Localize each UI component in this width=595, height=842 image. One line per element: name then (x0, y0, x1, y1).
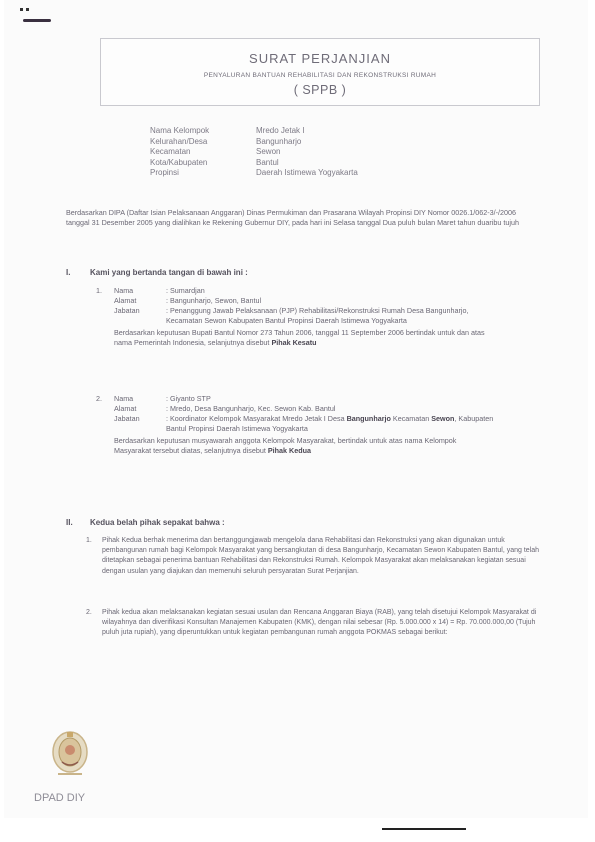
party-field-value (166, 414, 506, 434)
document-code: ( SPPB ) (293, 83, 347, 97)
info-value: Sewon (256, 147, 281, 156)
info-row (150, 147, 358, 158)
info-row (150, 158, 358, 169)
info-label: Kelurahan/Desa (150, 136, 208, 146)
section-2-heading (66, 518, 225, 527)
section-1-heading (66, 268, 248, 277)
info-row (150, 126, 358, 137)
section-title: Kami yang bertanda tangan di bawah ini : (90, 268, 248, 277)
jabatan-text: , Kabupaten Bantul Propinsi Daerah Istimewa Yogyakarta (166, 414, 494, 433)
jabatan-district: Sewon (431, 414, 455, 423)
party-field-label: Alamat (114, 296, 137, 305)
party-field-value: : Mredo, Desa Bangunharjo, Kec. Sewon Kab. Bantul (166, 404, 336, 413)
section-number: I. (66, 268, 71, 277)
intro-paragraph: Berdasarkan DIPA (Daftar Isian Pelaksanaan Anggaran) Dinas Permukiman dan Prasarana Wilayah Propinsi DIY Nomor 0026.1/062-3/-/2006 tanggal 31 Desember 2005 yang dialihkan ke Rekening Gubernur DIY, pada hari ini Selasa tanggal Dua puluh bulan Maret tahun duaribu tujuh (66, 208, 519, 228)
watermark-text: DPAD DIY (34, 792, 86, 804)
info-value: Bangunharjo (256, 136, 302, 146)
party-designation: Pihak Kesatu (271, 338, 317, 347)
info-label: Kota/Kabupaten (150, 157, 208, 167)
section-number: II. (66, 518, 73, 527)
party-field-value: : Penanggung Jawab Pelaksanaan (PJP) Rehabilitasi/Rekonstruksi Rumah Desa Bangunharjo, Kecamatan Sewon Kabupaten Bantul Propinsi Daerah Istimewa Yogyakarta (166, 306, 469, 325)
jabatan-village: Bangunharjo (346, 414, 391, 423)
party-number: 2. (96, 394, 102, 403)
scan-artifact-mark (20, 8, 54, 26)
party-field-value: : Bangunharjo, Sewon, Bantul (166, 296, 262, 305)
info-row (150, 137, 358, 148)
party-row (96, 414, 506, 434)
party-field-label: Alamat (114, 404, 137, 413)
party-row (96, 394, 506, 404)
party-desc-text: Berdasarkan keputusan musyawarah anggota Kelompok Masyarakat, bertindak untuk atas nama Kelompok Masyarakat tersebut diatas, selanjutnya disebut (114, 436, 457, 455)
party-field-label: Nama (114, 286, 134, 295)
info-value: Mredo Jetak I (256, 126, 305, 135)
party-field-label: Jabatan (114, 414, 140, 423)
party-field-label: Jabatan (114, 306, 140, 315)
info-value: Daerah Istimewa Yogyakarta (256, 168, 358, 177)
party-2-block (96, 394, 506, 456)
jabatan-text: : Koordinator Kelompok Masyarakat Mredo Jetak I Desa (166, 414, 345, 423)
dpad-seal-emblem (50, 728, 90, 780)
party-desc-text: Berdasarkan keputusan Bupati Bantul Nomor 273 Tahun 2006, tanggal 11 September 2006 bertindak untuk dan atas nama Pemerintah Indonesia, selanjutnya disebut (114, 328, 485, 347)
party-2-description (114, 436, 486, 456)
party-1-description (114, 328, 486, 348)
info-label: Nama Kelompok (150, 126, 210, 135)
party-designation: Pihak Kedua (267, 446, 311, 455)
info-label: Propinsi (150, 168, 179, 177)
agreement-item (86, 608, 544, 639)
item-text: Pihak Kedua berhak menerima dan bertanggungjawab mengelola dana Rehabilitasi dan Rekonstruksi yang akan digunakan untuk pembangunan rumah bagi Kelompok Masyarakat yang bersangkutan di desa Bangunharjo, Kecamatan Sewon Kabupaten Bantul, yang telah ditetapkan sebagai penerima bantuan Rehabilitasi dan Rekonstruksi Rumah. Kelompok Masyarakat akan melaksanakan kegiatan sesuai dengan usulan yang diajukan dan memenuhi seluruh persyaratan Surat Perjanjian. (102, 537, 540, 575)
party-row (96, 286, 506, 296)
info-value: Bantul (256, 157, 279, 167)
party-row (96, 306, 506, 326)
jabatan-text: Kecamatan (392, 414, 430, 423)
party-field-value: : Sumardjan (166, 286, 205, 295)
party-number: 1. (96, 286, 102, 295)
document-title: SURAT PERJANJIAN (249, 51, 391, 66)
group-info-block (150, 126, 358, 179)
item-number: 1. (86, 537, 92, 544)
document-subtitle: PENYALURAN BANTUAN REHABILITASI DAN REKONSTRUKSI RUMAH (203, 72, 437, 79)
document-header (100, 38, 540, 106)
party-row (96, 404, 506, 414)
party-row (96, 296, 506, 306)
item-text: Pihak kedua akan melaksanakan kegiatan sesuai usulan dan Rencana Anggaran Biaya (RAB), yang telah disetujui Kelompok Masyarakat di wilayahnya dan diverifikasi Konsultan Manajemen Kabupaten (KMK), dengan nilai sebesar (Rp. 5.000.000 x 14) = Rp. 70.000.000,00 (Tujuh puluh juta rupiah), yang diperuntukkan untuk kegiatan pembangunan rumah anggota POKMAS sebagai berikut: (102, 609, 537, 637)
agreement-item (86, 536, 544, 577)
party-1-block (96, 286, 506, 348)
info-label: Kecamatan (150, 147, 191, 156)
section-title: Kedua belah pihak sepakat bahwa : (90, 518, 225, 527)
footer-rule (382, 828, 466, 830)
item-number: 2. (86, 609, 92, 616)
info-row (150, 168, 358, 179)
party-field-label: Nama (114, 394, 134, 403)
party-field-value: : Giyanto STP (166, 394, 211, 403)
